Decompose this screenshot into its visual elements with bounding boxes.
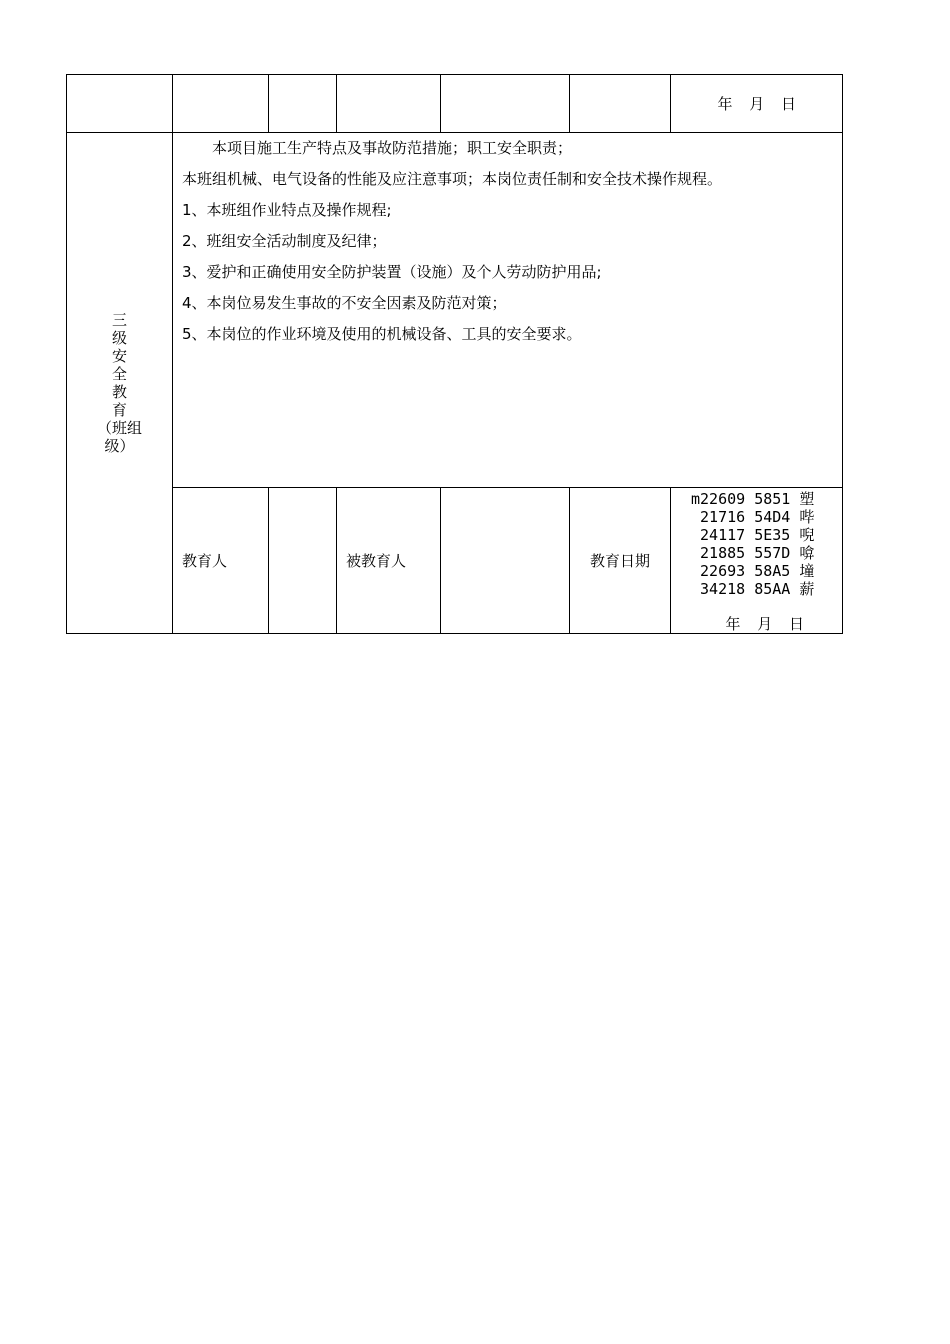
educator-field [269, 488, 337, 634]
content-paragraph: 本班组机械、电气设备的性能及应注意事项；本岗位责任制和安全技术操作规程。 [182, 170, 723, 188]
bottom-date: 年 月 日 [725, 615, 810, 633]
date-code-cell [671, 488, 843, 634]
education-content [173, 133, 843, 488]
top-row [67, 75, 843, 133]
section-label-line: 级 [111, 329, 127, 347]
section-label-line: 安 [111, 347, 127, 365]
section-label-line: 全 [111, 365, 127, 383]
education-date-label: 教育日期 [570, 488, 671, 634]
code-line: 34218 85AA 薪 [691, 580, 815, 598]
section-label-line: 级） [104, 437, 135, 455]
section-label [67, 133, 173, 634]
code-line: 21885 557D 啽 [691, 544, 815, 562]
top-cell-5 [441, 75, 570, 133]
safety-education-form [66, 74, 843, 634]
code-line: 22693 58A5 墥 [691, 562, 815, 580]
top-date-cell [671, 75, 843, 133]
content-paragraph: 2、班组安全活动制度及纪律； [182, 232, 387, 250]
signature-row [67, 488, 843, 634]
section-label-line: 育 [111, 401, 127, 419]
code-line: 21716 54D4 哔 [691, 508, 815, 526]
content-paragraph: 1、本班组作业特点及操作规程; [182, 201, 392, 219]
educatee-label: 被教育人 [337, 488, 441, 634]
educator-label: 教育人 [173, 488, 269, 634]
content-paragraph: 4、本岗位易发生事故的不安全因素及防范对策； [182, 294, 507, 312]
code-line: m22609 5851 塑 [691, 490, 815, 508]
top-date: 年 月 日 [717, 95, 802, 113]
section-label-line: （班组 [96, 419, 142, 437]
content-paragraph: 3、爱护和正确使用安全防护装置（设施）及个人劳动防护用品; [182, 263, 602, 281]
educatee-field [441, 488, 570, 634]
top-cell-3 [269, 75, 337, 133]
top-cell-6 [570, 75, 671, 133]
section-label-line: 教 [111, 383, 127, 401]
top-cell-2 [173, 75, 269, 133]
top-cell-4 [337, 75, 441, 133]
code-line: 24117 5E35 唲 [691, 526, 815, 544]
content-paragraph: 本项目施工生产特点及事故防范措施；职工安全职责； [212, 139, 573, 157]
content-paragraph: 5、本岗位的作业环境及使用的机械设备、工具的安全要求。 [182, 325, 582, 343]
content-row [67, 133, 843, 488]
top-cell-1 [67, 75, 173, 133]
section-label-line: 三 [111, 311, 127, 329]
